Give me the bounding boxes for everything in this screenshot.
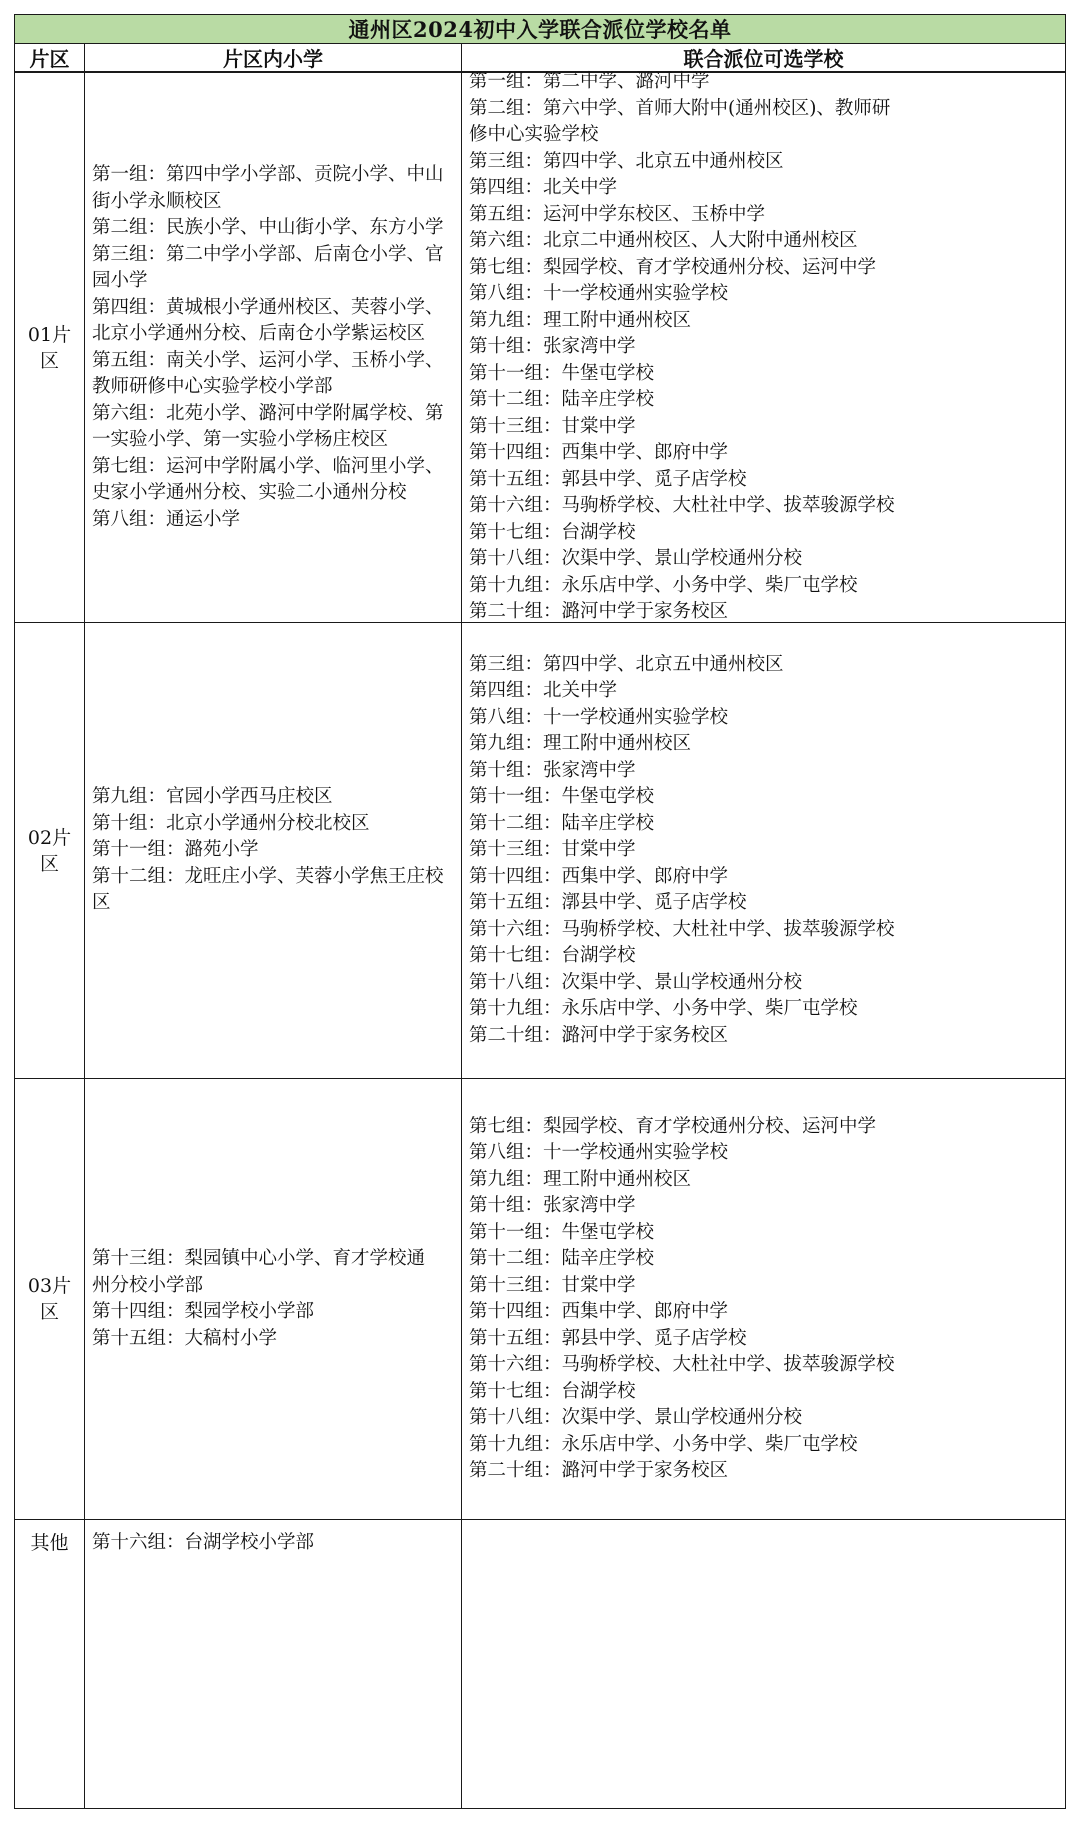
primary-schools-cell [85, 1079, 462, 1519]
middle-schools-cell [462, 1079, 1065, 1519]
primary-school-group: 第十三组：梨园镇中心小学、育才学校通州分校小学部 [92, 1248, 426, 1296]
middle-schools-cell [462, 623, 1065, 1078]
middle-school-group: 第八组：十一学校通州实验学校 [469, 1142, 729, 1163]
middle-school-group: 第十三组：甘棠中学 [469, 1274, 636, 1296]
primary-school-group: 第十四组：梨园学校小学部 [92, 1301, 315, 1322]
middle-school-group: 第九组：理工附中通州校区 [469, 309, 692, 331]
primary-schools-cell [85, 73, 462, 622]
middle-school-group: 第十三组：甘棠中学 [469, 415, 636, 437]
middle-school-group: 第十五组：漷县中学、觅子店学校 [469, 892, 747, 914]
middle-school-group: 第十六组：马驹桥学校、大杜社中学、拔萃骏源学校 [469, 1354, 895, 1375]
allocation-table [14, 14, 1066, 1809]
middle-school-group: 第十九组：永乐店中学、小务中学、柴厂屯学校 [469, 998, 858, 1020]
middle-school-group: 第十四组：西集中学、郎府中学 [469, 1301, 729, 1322]
zone-cell: 其他 [15, 1520, 85, 1808]
primary-school-group: 第四组：黄城根小学通州校区、芙蓉小学、北京小学通州分校、后南仓小学紫运校区 [92, 296, 444, 344]
middle-school-group: 第十五组：郭县中学、觅子店学校 [469, 1327, 747, 1349]
middle-school-group: 第八组：十一学校通州实验学校 [469, 706, 729, 728]
primary-school-group: 第二组：民族小学、中山街小学、东方小学 [92, 217, 444, 238]
primary-schools-cell [85, 1520, 462, 1808]
middle-schools-cell [462, 73, 1065, 622]
primary-school-group: 第九组：官园小学西马庄校区 [92, 786, 333, 808]
middle-school-group: 第十组：张家湾中学 [469, 759, 636, 781]
header-primary: 片区内小学 [85, 44, 462, 71]
middle-school-group: 第二十组：潞河中学于家务校区 [469, 1460, 729, 1481]
primary-school-group: 第十二组：龙旺庄小学、芙蓉小学焦王庄校区 [92, 865, 444, 914]
middle-school-group: 第六组：北京二中通州校区、人大附中通州校区 [469, 230, 858, 252]
primary-school-group: 第一组：第四中学小学部、贡院小学、中山街小学永顺校区 [92, 164, 444, 212]
middle-school-group: 第三组：第四中学、北京五中通州校区 [469, 653, 784, 675]
middle-school-group: 第十七组：台湖学校 [469, 1380, 636, 1402]
primary-school-group: 第八组：通运小学 [92, 508, 241, 530]
middle-school-group: 第九组：理工附中通州校区 [469, 1168, 692, 1190]
middle-school-group: 第八组：十一学校通州实验学校 [469, 283, 729, 305]
primary-school-group: 第六组：北苑小学、潞河中学附属学校、第一实验小学、第一实验小学杨庄校区 [92, 402, 444, 450]
middle-school-group: 第一组：第二中学、潞河中学 [469, 71, 710, 93]
middle-school-group: 第二十组：潞河中学于家务校区 [469, 601, 729, 623]
primary-school-group: 第三组：第二中学小学部、后南仓小学、官园小学 [92, 243, 444, 291]
middle-school-group: 第十一组：牛堡屯学校 [469, 786, 655, 808]
zone-cell: 03片区 [15, 1079, 85, 1519]
middle-school-group: 第十八组：次渠中学、景山学校通州分校 [469, 1407, 803, 1428]
middle-school-group: 第四组：北关中学 [469, 177, 618, 199]
middle-school-group: 第七组：梨园学校、育才学校通州分校、运河中学 [469, 1115, 877, 1137]
primary-school-group: 第十五组：大稿村小学 [92, 1327, 278, 1349]
primary-school-group: 第十一组：潞苑小学 [92, 839, 259, 861]
middle-school-group: 第五组：运河中学东校区、玉桥中学 [469, 203, 766, 225]
middle-school-group: 第十四组：西集中学、郎府中学 [469, 865, 729, 887]
middle-school-group: 第十七组：台湖学校 [469, 521, 636, 543]
header-middle: 联合派位可选学校 [683, 47, 844, 71]
middle-school-group: 第七组：梨园学校、育才学校通州分校、运河中学 [469, 256, 877, 278]
middle-school-group: 第十八组：次渠中学、景山学校通州分校 [469, 548, 803, 570]
middle-school-group: 第九组：理工附中通州校区 [469, 733, 692, 755]
middle-school-group: 第十八组：次渠中学、景山学校通州分校 [469, 971, 803, 993]
primary-school-group: 第十六组：台湖学校小学部 [92, 1532, 315, 1553]
middle-school-group: 第十五组：郭县中学、觅子店学校 [469, 468, 747, 490]
primary-school-group: 第十组：北京小学通州分校北校区 [92, 812, 370, 834]
middle-school-group: 第十六组：马驹桥学校、大杜社中学、拔萃骏源学校 [469, 918, 895, 940]
middle-school-group: 第十三组：甘棠中学 [469, 839, 636, 861]
zone-cell: 01片区 [15, 73, 85, 622]
middle-school-group: 第二十组：潞河中学于家务校区 [469, 1024, 729, 1046]
middle-school-group: 第十组：张家湾中学 [469, 336, 636, 358]
middle-school-group: 第十一组：牛堡屯学校 [469, 362, 655, 384]
table-title: 通州区2024初中入学联合派位学校名单 [15, 15, 1065, 44]
middle-school-group: 第二组：第六中学、首师大附中(通州校区)、教师研修中心实验学校 [469, 97, 891, 146]
middle-school-group: 第十六组：马驹桥学校、大杜社中学、拔萃骏源学校 [469, 495, 895, 517]
middle-school-group: 第十四组：西集中学、郎府中学 [469, 442, 729, 464]
table-row-other [15, 1520, 1065, 1808]
middle-school-group: 第十二组：陆辛庄学校 [469, 812, 655, 834]
table-row-zone-02 [15, 623, 1065, 1079]
middle-school-group: 第四组：北关中学 [469, 680, 618, 702]
table-row-zone-01 [15, 73, 1065, 623]
middle-schools-cell [462, 1520, 1065, 1808]
primary-schools-cell [85, 623, 462, 1078]
middle-school-group: 第三组：第四中学、北京五中通州校区 [469, 150, 784, 172]
middle-school-group: 第十九组：永乐店中学、小务中学、柴厂屯学校 [469, 1433, 858, 1455]
zone-cell: 02片区 [15, 623, 85, 1078]
middle-school-group: 第十一组：牛堡屯学校 [469, 1221, 655, 1243]
primary-school-group: 第五组：南关小学、运河小学、玉桥小学、教师研修中心实验学校小学部 [92, 349, 444, 397]
middle-school-group: 第十二组：陆辛庄学校 [469, 389, 655, 411]
primary-school-group: 第七组：运河中学附属小学、临河里小学、史家小学通州分校、实验二小通州分校 [92, 455, 444, 503]
header-zone: 片区 [15, 44, 85, 71]
middle-school-group: 第十组：张家湾中学 [469, 1195, 636, 1216]
middle-school-group: 第十七组：台湖学校 [469, 945, 636, 967]
table-row-zone-03 [15, 1079, 1065, 1520]
middle-school-group: 第十九组：永乐店中学、小务中学、柴厂屯学校 [469, 574, 858, 596]
middle-school-group: 第十二组：陆辛庄学校 [469, 1248, 655, 1269]
